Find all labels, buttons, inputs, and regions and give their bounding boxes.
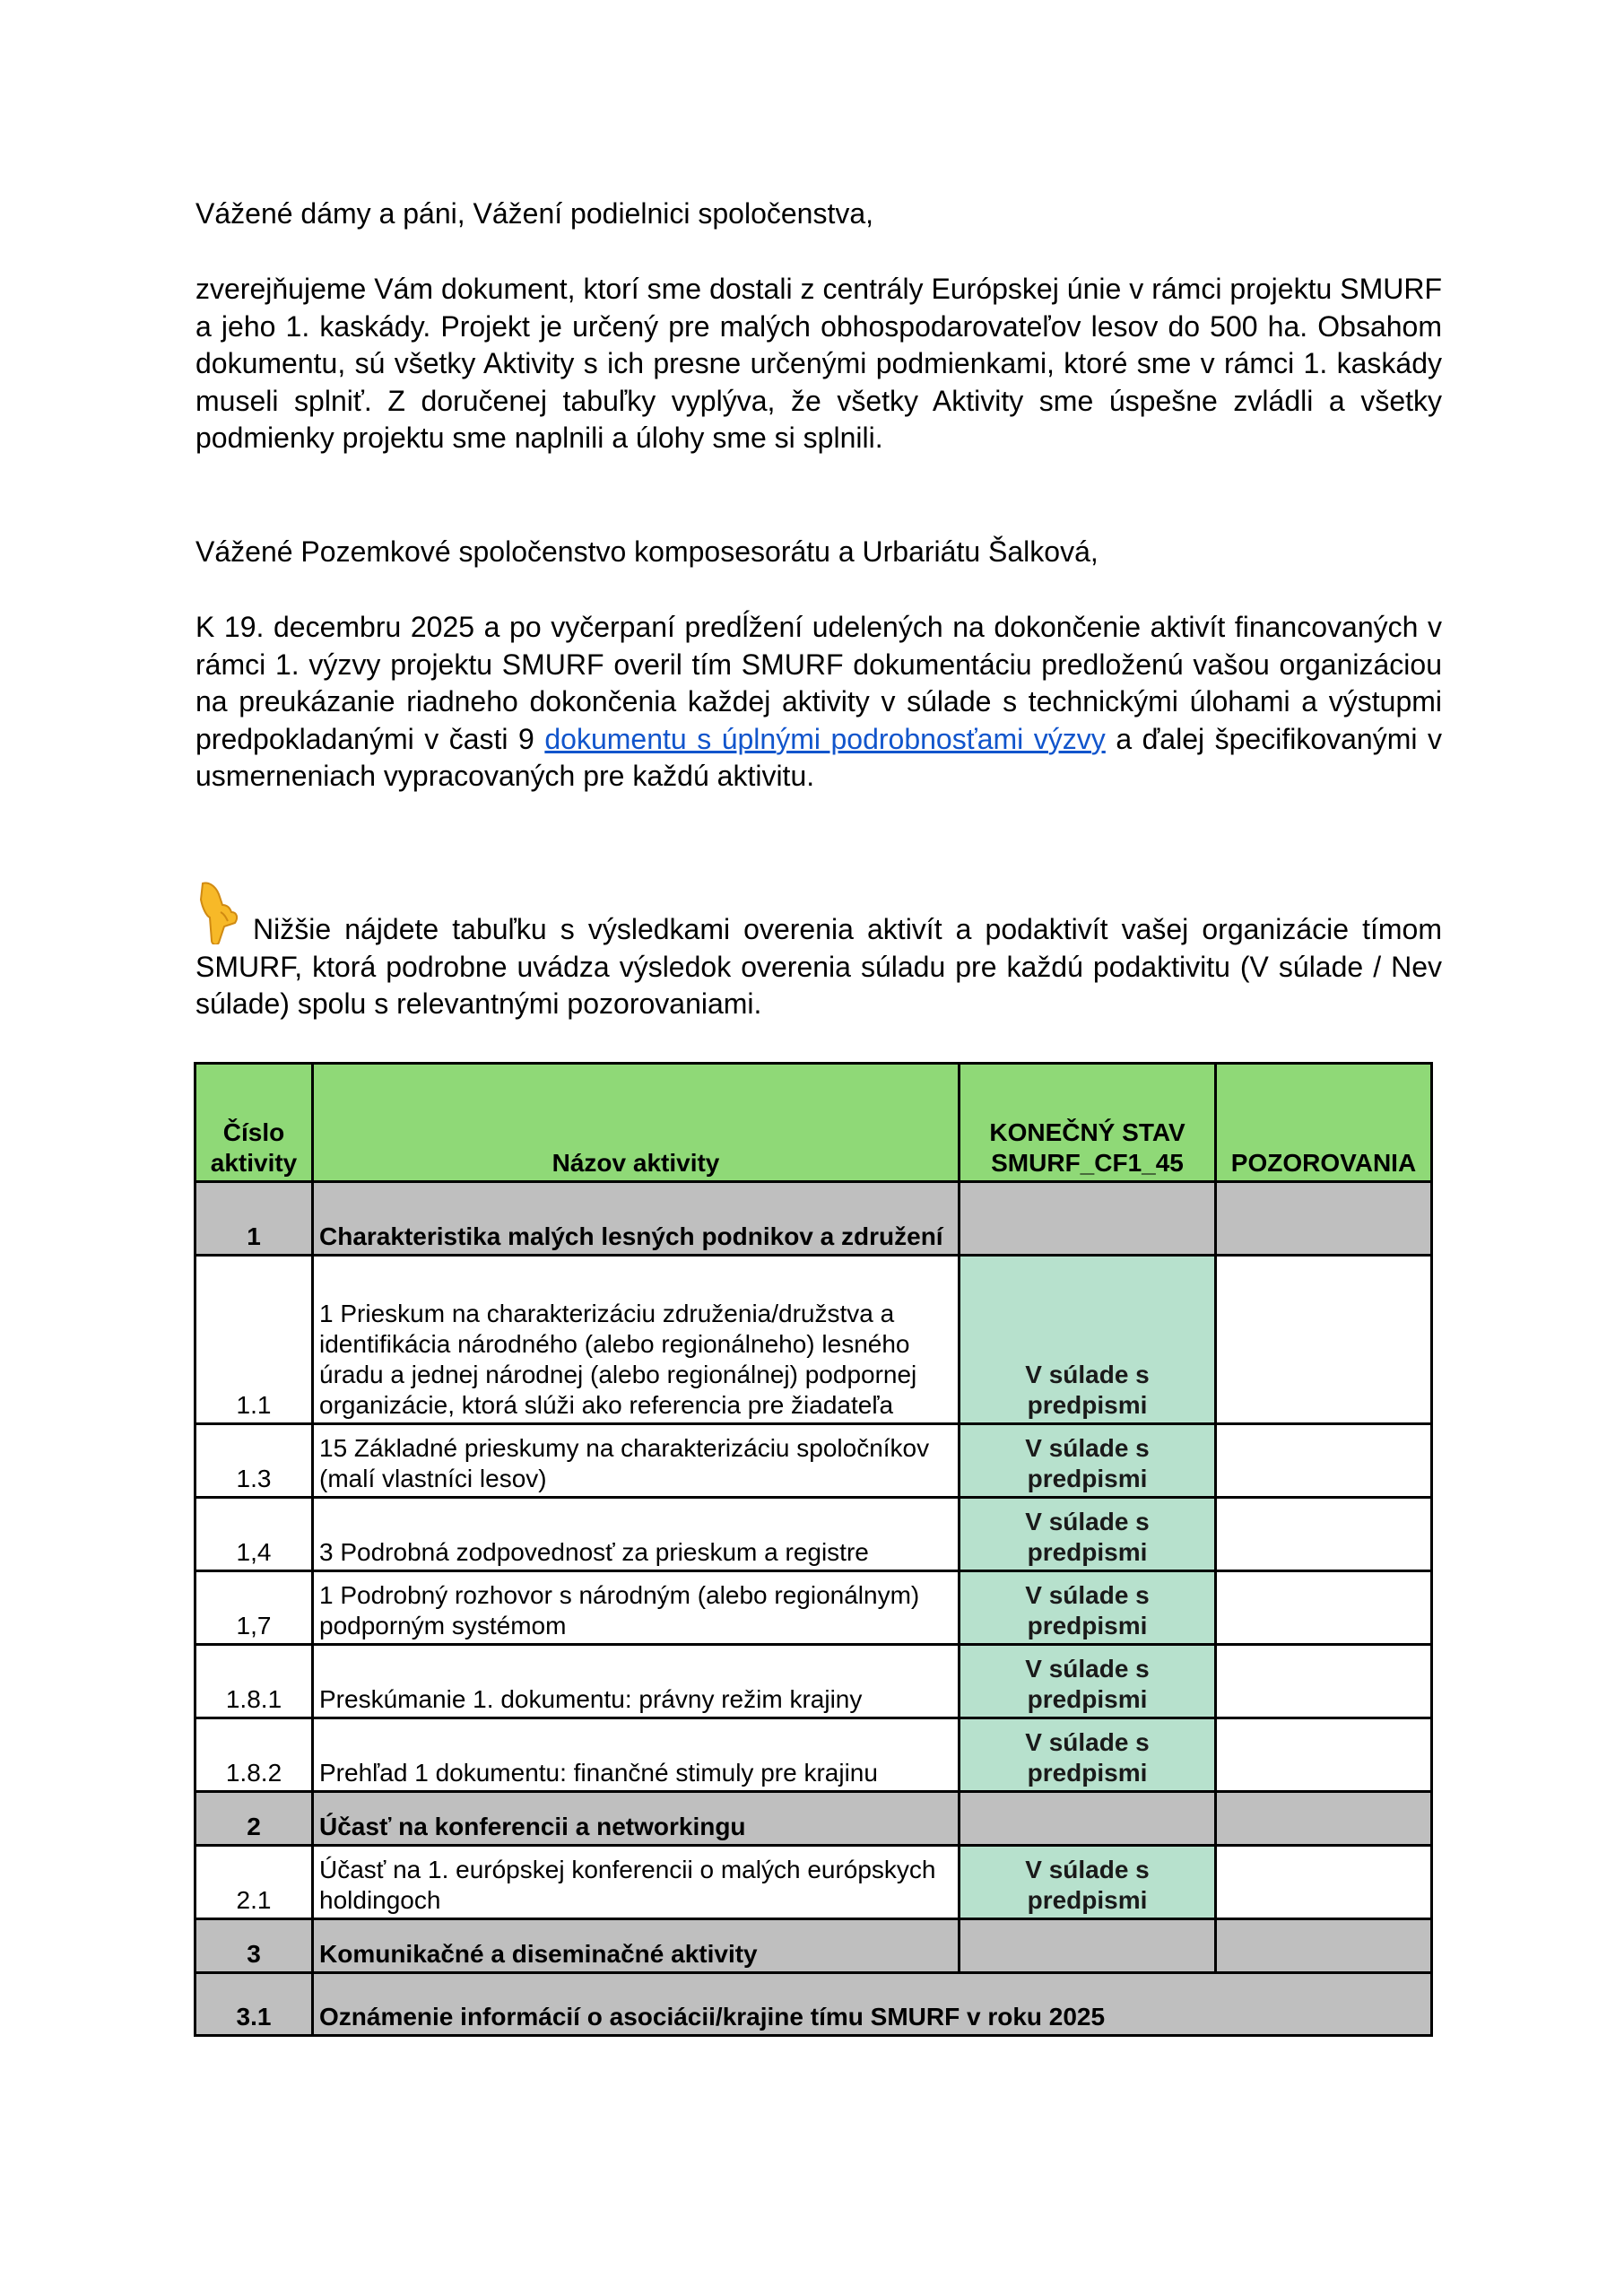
row-status: V súlade s predpismi bbox=[960, 1498, 1216, 1571]
row-number: 1.8.2 bbox=[195, 1718, 313, 1792]
row-number: 2.1 bbox=[195, 1846, 313, 1919]
body-paragraph bbox=[195, 609, 1442, 796]
row-number: 2 bbox=[195, 1792, 313, 1846]
row-number: 1 bbox=[195, 1182, 313, 1256]
row-observations bbox=[1216, 1424, 1432, 1498]
row-name: Preskúmanie 1. dokumentu: právny režim krajiny bbox=[313, 1645, 960, 1718]
row-number: 1.8.1 bbox=[195, 1645, 313, 1718]
row-status bbox=[960, 1792, 1216, 1846]
call-details-link[interactable]: dokumentu s úplnými podrobnosťami výzvy bbox=[544, 722, 1106, 755]
row-status: V súlade s predpismi bbox=[960, 1846, 1216, 1919]
row-number: 3 bbox=[195, 1919, 313, 1973]
table-row bbox=[195, 1256, 1432, 1424]
row-observations bbox=[1216, 1919, 1432, 1973]
greeting: Vážené dámy a páni, Vážení podielnici spoločenstva, bbox=[195, 197, 874, 230]
table-intro-text: Nižšie nájdete tabuľku s výsledkami overenia aktivít a podaktivít vašej organizácie tímom SMURF, ktorá podrobne uvádza výsledok overenia súladu pre každú podaktivitu (V súlade / Nev súlade) spolu s relevantnými pozorovaniami. bbox=[195, 913, 1442, 1020]
row-name: 1 Prieskum na charakterizáciu združenia/družstva a identifikácia národného (alebo regionálneho) lesného úradu a jednej národnej (alebo regionálnej) podpornej organizácie, ktorá slúži ako referencia pre žiadateľa bbox=[313, 1256, 960, 1424]
table-intro-paragraph bbox=[195, 882, 1442, 1023]
body-text-after-link: a ďalej špecifikovanými v usmerneniach vypracovaných pre každú aktivitu. bbox=[195, 722, 1443, 792]
row-name: 15 Základné prieskumy na charakterizáciu spoločníkov (malí vlastníci lesov) bbox=[313, 1424, 960, 1498]
table-row-section bbox=[195, 1973, 1432, 2036]
table-row bbox=[195, 1718, 1432, 1792]
row-number: 3.1 bbox=[195, 1973, 313, 2036]
table-row-section bbox=[195, 1792, 1432, 1846]
row-status: V súlade s predpismi bbox=[960, 1571, 1216, 1645]
row-observations bbox=[1216, 1256, 1432, 1424]
row-observations bbox=[1216, 1846, 1432, 1919]
row-status: V súlade s predpismi bbox=[960, 1718, 1216, 1792]
row-name: Prehľad 1 dokumentu: finančné stimuly pre krajinu bbox=[313, 1718, 960, 1792]
header-activity-name: Názov aktivity bbox=[313, 1064, 960, 1182]
row-name: 1 Podrobný rozhovor s národným (alebo regionálnym) podporným systémom bbox=[313, 1571, 960, 1645]
row-name: Komunikačné a diseminačné aktivity bbox=[313, 1919, 960, 1973]
row-status: V súlade s predpismi bbox=[960, 1424, 1216, 1498]
row-observations bbox=[1216, 1792, 1432, 1846]
row-observations bbox=[1216, 1571, 1432, 1645]
table-row bbox=[195, 1645, 1432, 1718]
intro-paragraph: zverejňujeme Vám dokument, ktorí sme dostali z centrály Európskej únie v rámci projektu SMURF a jeho 1. kaskády. Projekt je určený pre malých obhospodarovateľov lesov do 500 ha. Obsahom dokumentu, sú všetky Aktivity s ich presne určenými podmienkami, ktoré sme v rámci 1. kaskády museli splniť. Z doručenej tabuľky vyplýva, že všetky Aktivity sme úspešne zvládli a všetky podmienky projektu sme naplnili a úlohy sme si splnili. bbox=[195, 273, 1442, 454]
row-observations bbox=[1216, 1718, 1432, 1792]
header-observations: POZOROVANIA bbox=[1216, 1064, 1432, 1182]
body-text-before-link: K 19. decembru 2025 a po vyčerpaní predĺžení udelených na dokončenie aktivít financovaných v rámci 1. výzvy projektu SMURF overil tím SMURF dokumentáciu predloženú vašou organizáciou na preukázanie riadneho dokončenia každej aktivity v súlade s technickými úlohami a výstupmi predpokladanými v časti 9 bbox=[195, 611, 1442, 755]
row-name: 3 Podrobná zodpovednosť za prieskum a registre bbox=[313, 1498, 960, 1571]
row-number: 1,4 bbox=[195, 1498, 313, 1571]
header-final-status: KONEČNÝ STAV SMURF_CF1_45 bbox=[960, 1064, 1216, 1182]
row-observations bbox=[1216, 1498, 1432, 1571]
row-observations bbox=[1216, 1182, 1432, 1256]
header-activity-number: Číslo aktivity bbox=[195, 1064, 313, 1182]
row-name: Charakteristika malých lesných podnikov a združení bbox=[313, 1182, 960, 1256]
row-observations bbox=[1216, 1645, 1432, 1718]
table-row bbox=[195, 1498, 1432, 1571]
row-number: 1.3 bbox=[195, 1424, 313, 1498]
row-status: V súlade s predpismi bbox=[960, 1256, 1216, 1424]
row-status bbox=[960, 1182, 1216, 1256]
addressee: Vážené Pozemkové spoločenstvo komposesorátu a Urbariátu Šalková, bbox=[195, 535, 1099, 568]
row-status: V súlade s predpismi bbox=[960, 1645, 1216, 1718]
activity-verification-table bbox=[194, 1062, 1433, 2037]
table-row bbox=[195, 1846, 1432, 1919]
row-number: 1.1 bbox=[195, 1256, 313, 1424]
row-name: Účasť na konferencii a networkingu bbox=[313, 1792, 960, 1846]
table-row bbox=[195, 1571, 1432, 1645]
pointing-down-hand-icon bbox=[195, 882, 249, 944]
table-row-section bbox=[195, 1919, 1432, 1973]
row-status bbox=[960, 1919, 1216, 1973]
row-name: Účasť na 1. európskej konferencii o malých európskych holdingoch bbox=[313, 1846, 960, 1919]
row-name: Oznámenie informácií o asociácii/krajine tímu SMURF v roku 2025 bbox=[313, 1973, 1432, 2036]
row-number: 1,7 bbox=[195, 1571, 313, 1645]
table-header-row bbox=[195, 1064, 1432, 1182]
table-row bbox=[195, 1424, 1432, 1498]
table-row-section bbox=[195, 1182, 1432, 1256]
